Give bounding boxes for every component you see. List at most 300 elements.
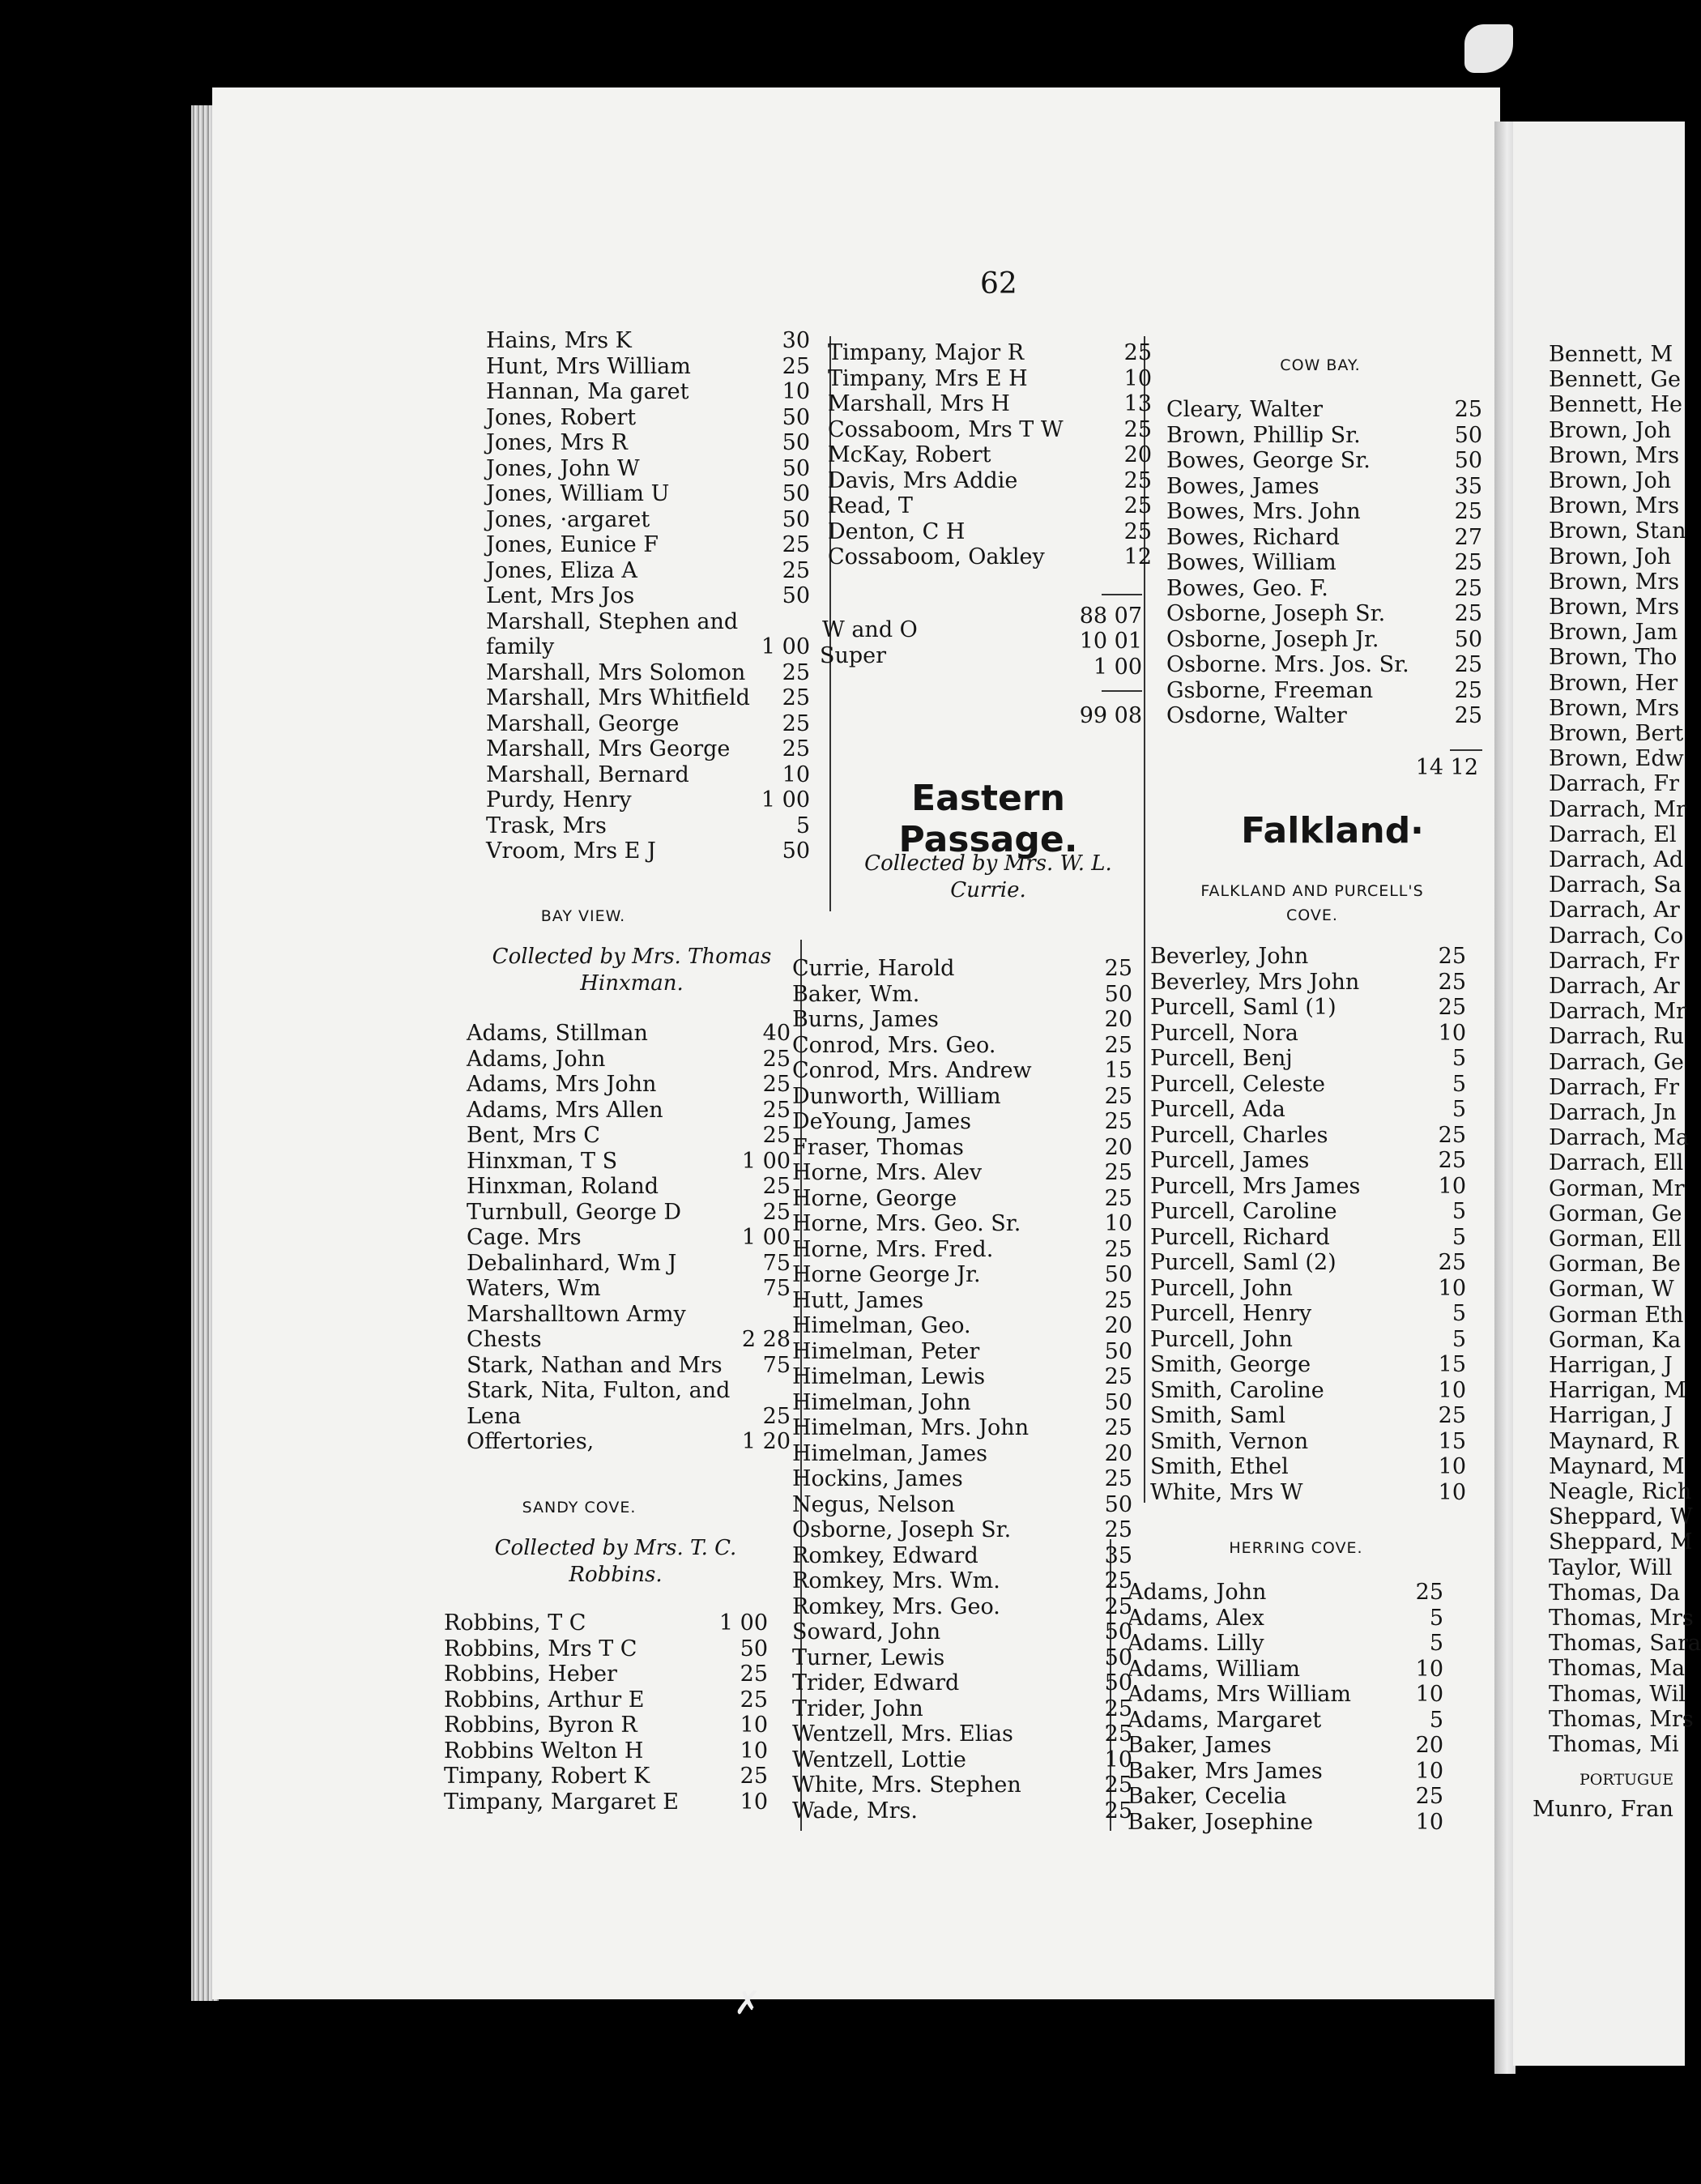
list-item bbox=[486, 660, 810, 685]
entry-amount: 40 bbox=[762, 1021, 791, 1046]
entry-name: Purcell, Nora bbox=[1150, 1020, 1298, 1046]
entry-name: Adams, John bbox=[1128, 1580, 1267, 1605]
list-item bbox=[1166, 678, 1482, 703]
entry-name: Robbins, Heber bbox=[444, 1661, 617, 1687]
list-item bbox=[792, 1441, 1132, 1466]
entry-name: Purcell, Benj bbox=[1150, 1046, 1293, 1071]
entry-amount: 25 bbox=[1104, 1185, 1132, 1211]
list-item bbox=[792, 1696, 1132, 1721]
entry-name: Adams, John bbox=[467, 1046, 606, 1072]
list-item bbox=[1166, 448, 1482, 473]
list-item bbox=[1150, 1097, 1466, 1122]
entry-name: Chests bbox=[467, 1327, 542, 1352]
list-item bbox=[792, 1798, 1132, 1824]
entry-name: Osborne, Joseph Sr. bbox=[792, 1517, 1012, 1542]
entry-name: Turnbull, George D bbox=[467, 1199, 682, 1225]
right-page-entry: Thomas, Da bbox=[1549, 1580, 1681, 1606]
entry-name: Timpany, Mrs E H bbox=[828, 365, 1028, 391]
entry-amount: 25 bbox=[1104, 1032, 1132, 1058]
entry-amount: 25 bbox=[1454, 652, 1482, 677]
entry-name: Baker, Cecelia bbox=[1128, 1784, 1287, 1809]
entry-amount: 25 bbox=[1104, 1083, 1132, 1109]
entry-name: Marshall, Bernard bbox=[486, 761, 689, 787]
entry-name: Robbins, Byron R bbox=[444, 1713, 637, 1738]
list-item bbox=[467, 1429, 791, 1454]
list-item bbox=[486, 762, 810, 787]
entry-amount: 25 bbox=[782, 659, 810, 685]
list-item bbox=[1150, 1429, 1466, 1454]
list-item bbox=[792, 1492, 1132, 1517]
entry-amount: 5 bbox=[1452, 1046, 1466, 1071]
entry-name: Lent, Mrs Jos bbox=[486, 583, 635, 608]
list-item bbox=[1166, 525, 1482, 550]
entry-amount: 25 bbox=[762, 1097, 791, 1123]
entry-amount: 50 bbox=[1104, 1491, 1132, 1517]
list-item bbox=[792, 1466, 1132, 1491]
entry-amount: 20 bbox=[1104, 1007, 1132, 1032]
list-item bbox=[467, 1174, 791, 1199]
right-page-entry: Brown, Joh bbox=[1549, 468, 1672, 493]
list-item bbox=[1150, 1021, 1466, 1046]
list-item bbox=[444, 1687, 768, 1713]
entry-amount: 5 bbox=[1429, 1605, 1443, 1631]
entry-amount: 50 bbox=[1454, 626, 1482, 652]
entry-amount: 25 bbox=[1454, 601, 1482, 626]
entry-amount: 25 bbox=[762, 1072, 791, 1097]
list-item bbox=[792, 1619, 1132, 1644]
entry-amount: 50 bbox=[1104, 1619, 1132, 1644]
list-item bbox=[1166, 576, 1482, 601]
right-page-entry: Sheppard, M bbox=[1549, 1529, 1693, 1555]
entry-name: Marshall, George bbox=[486, 710, 680, 736]
entry-amount: 10 bbox=[1415, 1758, 1443, 1784]
list-item bbox=[1150, 1225, 1466, 1250]
list-item bbox=[1128, 1733, 1443, 1758]
right-page-entry: Darrach, Fr bbox=[1549, 948, 1679, 974]
entry-name: Adams, Margaret bbox=[1128, 1707, 1322, 1733]
list-item bbox=[1166, 499, 1482, 524]
entry-name: Bowes, Richard bbox=[1166, 524, 1340, 550]
list-item bbox=[444, 1610, 768, 1636]
list-item bbox=[486, 711, 810, 736]
entry-amount: 25 bbox=[762, 1199, 791, 1225]
entry-amount: 25 bbox=[1104, 1568, 1132, 1593]
right-page-entry: Harrigan, J bbox=[1549, 1353, 1673, 1378]
right-page-entry: Brown, Stan bbox=[1549, 518, 1686, 544]
list-item bbox=[467, 1021, 791, 1046]
entry-amount: 10 bbox=[1438, 1020, 1466, 1046]
right-page-entry: Darrach, Ma bbox=[1549, 1125, 1690, 1151]
entry-amount: 50 bbox=[782, 404, 810, 430]
entry-amount: 25 bbox=[782, 532, 810, 557]
list-item bbox=[792, 1058, 1132, 1083]
list-item bbox=[792, 1721, 1132, 1747]
entry-amount: 25 bbox=[1104, 1160, 1132, 1185]
list-item bbox=[792, 1313, 1132, 1338]
entry-name: Beverley, John bbox=[1150, 944, 1309, 969]
entry-name: Purcell, Richard bbox=[1150, 1224, 1330, 1250]
list-item bbox=[467, 1404, 791, 1429]
right-page-entry: Darrach, Mr bbox=[1549, 796, 1686, 822]
entry-amount: 25 bbox=[1454, 499, 1482, 524]
entry-name: Romkey, Mrs. Geo. bbox=[792, 1593, 1000, 1619]
entry-amount: 25 bbox=[1104, 1287, 1132, 1313]
entry-amount: 5 bbox=[1452, 1301, 1466, 1326]
entry-amount: 50 bbox=[1104, 981, 1132, 1007]
right-page-entry: Thomas, Mrs bbox=[1549, 1606, 1694, 1631]
entry-name: Smith, Ethel bbox=[1150, 1454, 1289, 1479]
entry-name: Wade, Mrs. bbox=[792, 1798, 918, 1824]
entry-amount: 25 bbox=[1123, 467, 1152, 493]
entry-name: Conrod, Mrs. Andrew bbox=[792, 1058, 1032, 1083]
entry-amount: 13 bbox=[1123, 391, 1152, 416]
list-item bbox=[467, 1327, 791, 1352]
entry-name: Hains, Mrs K bbox=[486, 328, 632, 353]
entry-name: Himelman, James bbox=[792, 1440, 988, 1466]
entry-name: Smith, Saml bbox=[1150, 1403, 1285, 1428]
entry-amount: 10 bbox=[1438, 1173, 1466, 1199]
entry-amount: 25 bbox=[1454, 550, 1482, 575]
entry-name: Conrod, Mrs. Geo. bbox=[792, 1032, 996, 1058]
entry-name: Trask, Mrs bbox=[486, 813, 607, 838]
list-item bbox=[1128, 1759, 1443, 1784]
entry-amount: 25 bbox=[782, 353, 810, 379]
bay-view-heading: BAY VIEW. bbox=[540, 907, 626, 925]
entry-amount: 75 bbox=[762, 1250, 791, 1276]
falkland-subheading bbox=[1150, 879, 1474, 928]
collector-line: Collected by Mrs. Thomas bbox=[492, 945, 772, 969]
entry-amount: 25 bbox=[1454, 397, 1482, 422]
list-item bbox=[792, 956, 1132, 981]
entry-amount: 1 00 bbox=[741, 1148, 791, 1174]
cow-bay-total: 14 12 bbox=[1415, 755, 1478, 780]
entry-amount: 20 bbox=[1104, 1440, 1132, 1466]
entry-name: Bowes, William bbox=[1166, 550, 1336, 575]
entry-amount: 25 bbox=[1454, 677, 1482, 703]
entry-name: Hockins, James bbox=[792, 1466, 963, 1491]
list-item bbox=[444, 1789, 768, 1815]
entry-name: McKay, Robert bbox=[828, 442, 991, 467]
entry-amount: 25 bbox=[740, 1764, 768, 1789]
list-item bbox=[792, 1415, 1132, 1440]
list-item bbox=[792, 1262, 1132, 1287]
right-page-entry: Gorman, Be bbox=[1549, 1252, 1681, 1278]
list-item bbox=[1150, 1301, 1466, 1326]
entry-name: Bent, Mrs C bbox=[467, 1123, 600, 1148]
entry-amount: 35 bbox=[1454, 473, 1482, 499]
entry-amount: 10 bbox=[1415, 1656, 1443, 1682]
entry-amount: 25 bbox=[1415, 1784, 1443, 1809]
entry-name: Romkey, Mrs. Wm. bbox=[792, 1568, 1000, 1593]
entry-amount: 10 bbox=[1438, 1377, 1466, 1403]
right-page-entry: Darrach, Ad bbox=[1549, 847, 1684, 872]
right-page-entry: Darrach, Fr bbox=[1549, 1074, 1679, 1100]
list-item bbox=[1166, 474, 1482, 499]
right-page-entry: Darrach, Co bbox=[1549, 923, 1684, 949]
list-item bbox=[792, 1033, 1132, 1058]
entry-amount: 25 bbox=[1104, 1798, 1132, 1824]
right-page-entry: Munro, Fran bbox=[1533, 1797, 1673, 1822]
entry-amount: 5 bbox=[1429, 1631, 1443, 1656]
right-page-entry: Brown, Joh bbox=[1549, 544, 1672, 569]
entry-name: Adams, Mrs William bbox=[1128, 1682, 1352, 1707]
list-item bbox=[467, 1353, 791, 1378]
list-item bbox=[467, 1149, 791, 1174]
entry-name: Soward, John bbox=[792, 1619, 941, 1644]
entry-name: Osborne, Joseph Sr. bbox=[1166, 601, 1386, 626]
list-item bbox=[467, 1251, 791, 1276]
list-item bbox=[467, 1200, 791, 1225]
entry-amount: 25 bbox=[1104, 1415, 1132, 1440]
list-item bbox=[792, 1084, 1132, 1109]
list-item bbox=[1128, 1708, 1443, 1733]
list-item bbox=[828, 519, 1152, 544]
entry-name: Robbins Welton H bbox=[444, 1738, 644, 1764]
entry-name: Bowes, George Sr. bbox=[1166, 448, 1371, 473]
list-item bbox=[467, 1302, 791, 1327]
entry-name: Jones, John W bbox=[486, 455, 640, 481]
entry-amount: 25 bbox=[1438, 944, 1466, 969]
list-item bbox=[1150, 1480, 1466, 1505]
list-item bbox=[486, 736, 810, 761]
entry-amount: 25 bbox=[1454, 575, 1482, 601]
right-page-entry: Brown, Joh bbox=[1549, 417, 1672, 443]
entry-name: Osborne, Joseph Jr. bbox=[1166, 626, 1379, 652]
list-item bbox=[792, 1670, 1132, 1696]
entry-amount: 50 bbox=[782, 838, 810, 864]
entry-name: DeYoung, James bbox=[792, 1109, 971, 1134]
list-item bbox=[486, 532, 810, 557]
entry-name: Horne, Mrs. Fred. bbox=[792, 1236, 994, 1262]
list-item bbox=[486, 609, 810, 634]
list-item bbox=[467, 1072, 791, 1097]
list-item bbox=[467, 1378, 791, 1403]
list-item bbox=[1128, 1657, 1443, 1682]
entry-amount: 10 bbox=[1438, 1454, 1466, 1479]
right-page-entry: Brown, Mrs bbox=[1549, 442, 1680, 468]
right-page-entry: Bennett, He bbox=[1549, 392, 1682, 418]
entry-name: Purcell, Celeste bbox=[1150, 1071, 1325, 1097]
list-item bbox=[792, 1772, 1132, 1798]
list-item bbox=[828, 366, 1152, 391]
entry-amount: 50 bbox=[782, 583, 810, 608]
entry-amount: 50 bbox=[782, 455, 810, 481]
entry-name: Hinxman, Roland bbox=[467, 1174, 659, 1199]
list-item bbox=[792, 1645, 1132, 1670]
list-item bbox=[1128, 1784, 1443, 1809]
list-item bbox=[792, 1135, 1132, 1160]
list-item bbox=[486, 583, 810, 608]
entry-amount: 25 bbox=[1438, 969, 1466, 995]
right-page-entry: Maynard, M bbox=[1549, 1453, 1685, 1479]
right-page-entry: Thomas, Sara bbox=[1549, 1631, 1701, 1657]
super-amount: 1 00 bbox=[1093, 655, 1142, 680]
entry-name: Cossaboom, Oakley bbox=[828, 544, 1045, 569]
entry-name: Marshall, Stephen and bbox=[486, 608, 739, 634]
right-page-entry: Thomas, Mrs bbox=[1549, 1706, 1694, 1732]
entry-name: White, Mrs. Stephen bbox=[792, 1772, 1021, 1798]
entry-name: Brown, Phillip Sr. bbox=[1166, 422, 1361, 448]
list-item bbox=[792, 1109, 1132, 1134]
falkland-title: Falkland· bbox=[1241, 810, 1424, 851]
entry-amount: 25 bbox=[762, 1174, 791, 1199]
list-item bbox=[1166, 652, 1482, 677]
right-page-entry: Darrach, Fr bbox=[1549, 771, 1679, 797]
list-item bbox=[792, 1390, 1132, 1415]
right-page-entry: Darrach, Ru bbox=[1549, 1024, 1685, 1050]
entry-amount: 50 bbox=[782, 481, 810, 506]
entry-name: Smith, Vernon bbox=[1150, 1428, 1309, 1454]
entry-amount: 20 bbox=[1104, 1134, 1132, 1160]
entry-amount: 1 00 bbox=[741, 1225, 791, 1250]
entry-amount: 10 bbox=[1123, 365, 1152, 391]
entry-name: Stark, Nathan and Mrs bbox=[467, 1352, 723, 1378]
paper-scrap bbox=[1464, 24, 1513, 73]
right-page-entry: Brown, Her bbox=[1549, 670, 1678, 696]
entry-amount: 25 bbox=[1104, 1593, 1132, 1619]
entry-name: Fraser, Thomas bbox=[792, 1134, 964, 1160]
entry-amount: 50 bbox=[1104, 1389, 1132, 1415]
entry-name: Negus, Nelson bbox=[792, 1491, 956, 1517]
list-item bbox=[1150, 1276, 1466, 1301]
total-rule bbox=[1102, 690, 1142, 692]
right-page-entry: Darrach, Ell bbox=[1549, 1150, 1684, 1176]
right-page-entry: Brown, Mrs bbox=[1549, 595, 1680, 620]
entry-name: Baker, Mrs James bbox=[1128, 1758, 1323, 1784]
list-item bbox=[486, 456, 810, 481]
list-item bbox=[792, 1747, 1132, 1772]
entry-name: Gsborne, Freeman bbox=[1166, 677, 1374, 703]
entry-amount: 35 bbox=[1104, 1542, 1132, 1568]
list-item bbox=[486, 558, 810, 583]
entry-name: Baker, James bbox=[1128, 1733, 1272, 1758]
total-rule bbox=[1450, 749, 1482, 751]
entry-name: Jones, ·argaret bbox=[486, 506, 650, 532]
entry-amount: 1 20 bbox=[741, 1429, 791, 1454]
entry-amount: 25 bbox=[1454, 703, 1482, 728]
list-item bbox=[1150, 1072, 1466, 1097]
entry-amount: 25 bbox=[1104, 1364, 1132, 1389]
list-item bbox=[1128, 1606, 1443, 1631]
entry-amount: 75 bbox=[762, 1352, 791, 1378]
entry-amount: 25 bbox=[782, 557, 810, 583]
list-item bbox=[828, 417, 1152, 442]
entry-name: Purcell, Charles bbox=[1150, 1122, 1328, 1148]
list-item bbox=[486, 481, 810, 506]
list-item bbox=[1150, 1250, 1466, 1275]
entry-amount: 50 bbox=[1104, 1338, 1132, 1364]
list-item bbox=[828, 493, 1152, 518]
entry-amount: 10 bbox=[740, 1738, 768, 1764]
entry-name: Currie, Harold bbox=[792, 956, 955, 981]
entry-amount: 25 bbox=[1438, 1403, 1466, 1428]
list-item bbox=[486, 328, 810, 353]
entry-name: Purcell, Saml (1) bbox=[1150, 995, 1336, 1020]
entry-amount: 25 bbox=[1104, 1466, 1132, 1491]
entry-name: Timpany, Major R bbox=[828, 340, 1025, 365]
list-item bbox=[1128, 1580, 1443, 1605]
entry-amount: 10 bbox=[1104, 1747, 1132, 1772]
entry-amount: 50 bbox=[782, 506, 810, 532]
entry-name: Jones, Eliza A bbox=[486, 557, 637, 583]
entry-name: Himelman, Mrs. John bbox=[792, 1415, 1030, 1440]
entry-amount: 25 bbox=[782, 736, 810, 761]
total-rule bbox=[1102, 594, 1142, 595]
list-item bbox=[1166, 627, 1482, 652]
list-item bbox=[1150, 1403, 1466, 1428]
list-item bbox=[1128, 1631, 1443, 1656]
right-page-entry: Taylor, Will bbox=[1549, 1555, 1673, 1580]
entry-name: Dunworth, William bbox=[792, 1083, 1001, 1109]
right-page-entry: Neagle, Rich bbox=[1549, 1479, 1692, 1504]
super-label: Super bbox=[820, 643, 887, 668]
entry-name: Offertories, bbox=[467, 1429, 595, 1454]
entry-name: Adams, Mrs John bbox=[467, 1072, 657, 1097]
entry-amount: 25 bbox=[782, 685, 810, 710]
list-item bbox=[792, 982, 1132, 1007]
entry-amount: 25 bbox=[1415, 1580, 1443, 1605]
entry-amount: 25 bbox=[1104, 1236, 1132, 1262]
list-item bbox=[486, 354, 810, 379]
entry-name: Adams, Stillman bbox=[467, 1021, 648, 1046]
list-item bbox=[1150, 944, 1466, 969]
entry-amount: 10 bbox=[1104, 1211, 1132, 1236]
list-item bbox=[486, 838, 810, 864]
sandy-cove-collector bbox=[450, 1535, 782, 1589]
entry-name: Horne, George bbox=[792, 1185, 957, 1211]
entry-amount: 2 28 bbox=[741, 1327, 791, 1352]
right-page-entry: Maynard, R bbox=[1549, 1428, 1679, 1454]
entry-amount: 25 bbox=[740, 1687, 768, 1713]
list-item bbox=[1150, 970, 1466, 995]
right-page-entry: Brown, Mrs bbox=[1549, 493, 1680, 519]
entry-name: Purcell, Mrs James bbox=[1150, 1173, 1361, 1199]
entry-name: Smith, George bbox=[1150, 1352, 1311, 1377]
entry-name: Adams, Mrs Allen bbox=[467, 1097, 663, 1123]
right-page-entry: Darrach, Ge bbox=[1549, 1049, 1684, 1075]
list-item bbox=[792, 1339, 1132, 1364]
sandy-cove-heading: SANDY COVE. bbox=[522, 1499, 637, 1516]
entry-amount: 50 bbox=[1454, 422, 1482, 448]
list-item bbox=[1150, 1174, 1466, 1199]
cow-bay-heading: COW BAY. bbox=[1280, 356, 1361, 374]
entry-name: Purcell, Henry bbox=[1150, 1301, 1312, 1326]
list-item bbox=[792, 1160, 1132, 1185]
entry-name: Jones, William U bbox=[486, 481, 670, 506]
entry-name: Timpany, Margaret E bbox=[444, 1789, 679, 1815]
entry-amount: 25 bbox=[1104, 1696, 1132, 1721]
entry-name: Cage. Mrs bbox=[467, 1225, 582, 1250]
list-item bbox=[1128, 1682, 1443, 1707]
list-item bbox=[1150, 1378, 1466, 1403]
entry-name: Robbins, T C bbox=[444, 1610, 586, 1636]
entry-name: Smith, Caroline bbox=[1150, 1377, 1324, 1403]
right-page-entry: Brown, Edw bbox=[1549, 746, 1684, 772]
list-item bbox=[1150, 995, 1466, 1020]
list-item bbox=[467, 1123, 791, 1148]
entry-name: Marshall, Mrs Whitfield bbox=[486, 685, 750, 710]
list-item bbox=[828, 340, 1152, 365]
entry-amount: 75 bbox=[762, 1276, 791, 1301]
entry-name: Denton, C H bbox=[828, 518, 966, 544]
entry-name: Marshall, Mrs Solomon bbox=[486, 659, 746, 685]
right-page-heading: PORTUGUE bbox=[1580, 1771, 1674, 1789]
entry-name: Jones, Robert bbox=[486, 404, 637, 430]
entry-name: Baker, Wm. bbox=[792, 981, 920, 1007]
list-item bbox=[792, 1543, 1132, 1568]
entry-name: Adams. Lilly bbox=[1128, 1631, 1264, 1656]
entry-amount: 1 00 bbox=[718, 1610, 768, 1636]
